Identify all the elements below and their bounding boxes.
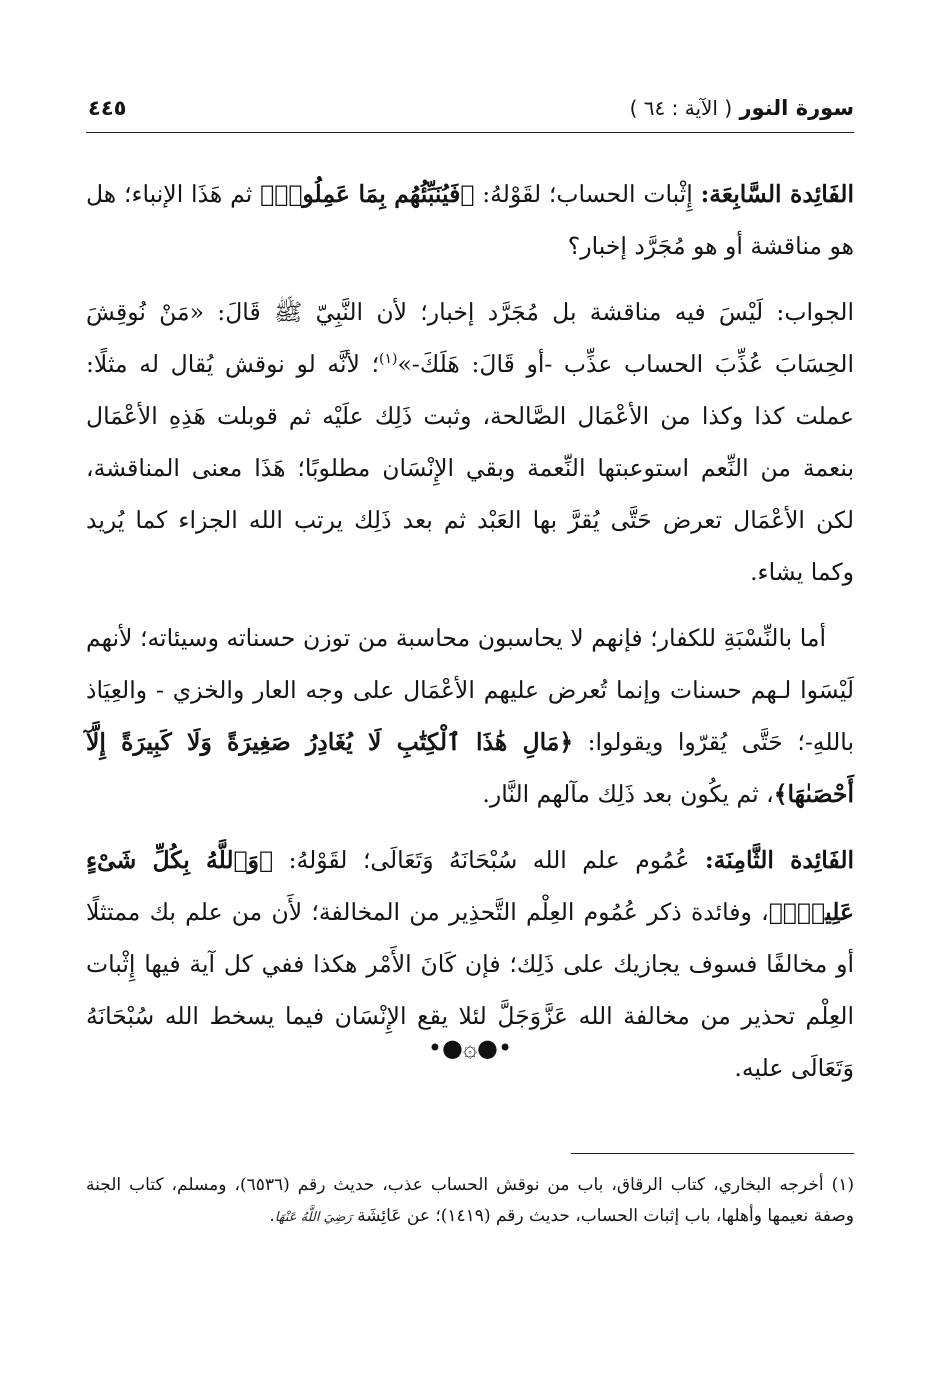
quran-quote: ﴿فَيُنَبِّئُهُم بِمَا عَمِلُوا۟﴾ xyxy=(260,180,475,208)
benefit-heading: الفَائِدة الثَّامِنَة: xyxy=(705,846,855,874)
paragraph-text: ثم هَذَا الإنباء؛ هل هو مناقشة أو هو مُجَرَّد إخبار؟ xyxy=(86,180,854,260)
paragraph-text: أما بالنِّسْبَةِ للكفار؛ فإنهم لا يحاسبون محاسبة من توزن حسناته وسيئاته؛ لأنهم لَيْسَوا لـهم حسنات وإنما تُعرض عليهم الأعْمَال على وجه العار والخزي - والعِيَاذ باللهِ-؛ حَتَّى يُقرّوا ويقولوا: xyxy=(86,624,854,756)
paragraph-text: إِثْبات الحساب؛ لقَوْلهُ: xyxy=(474,180,701,208)
ornament-divider: •●۞●• xyxy=(427,1034,513,1062)
footnote xyxy=(86,1170,854,1233)
header-divider xyxy=(86,132,854,133)
quran-quote: ﴿مَالِ هَٰذَا ٱلْكِتَٰبِ لَا يُغَادِرُ صَغِيرَةً وَلَا كَبِيرَةً إِلَّآ أَحْصَىٰهَا﴾ xyxy=(86,728,854,808)
paragraph-text: ؛ لأنَّه لو نوقش يُقال له مثلًا: عملت كذا وكذا من الأعْمَال الصَّالحة، وثبت ذَلِك علَيْه ثم قوبلت هَذِهِ الأعْمَال بنعمة من النِّعم استوعبتها النِّعمة وبقي الإِنْسَان مطلوبًا؛ هَذَا معنى المناقشة، لكن الأعْمَال تعرض حَتَّى يُقرَّ بها العَبْد ثم بعد ذَلِك يرتب الله الجزاء كما يُريد وكما يشاء. xyxy=(86,350,854,586)
footnote-text: (١) أخرجه البخاري، كتاب الرقاق، باب من نوقش الحساب عذب، حديث رقم (٦٥٣٦)، ومسلم، كتاب الجنة وصفة نعيمها وأهلها، باب إثبات الحساب، حديث رقم (١٤١٩)؛ عن عَائِشَة xyxy=(86,1175,854,1226)
paragraph-benefit-seven xyxy=(86,168,854,272)
verse-reference: ( الآية : ٦٤ ) xyxy=(629,96,733,120)
surah-title xyxy=(630,96,854,120)
running-header xyxy=(86,96,854,132)
benefit-heading: الفَائِدة السَّابِعَة: xyxy=(700,180,854,208)
quran-quote: ﴿وَٱللَّهُ بِكُلِّ شَىْءٍ عَلِيمٌۢ﴾ xyxy=(86,846,854,926)
main-text xyxy=(86,168,854,1094)
footnote-marker: (١) xyxy=(379,351,398,368)
paragraph-text: عُمُوم علم الله سُبْحَانَهُ وَتَعَالَى؛ لقَوْلهُ: xyxy=(273,846,705,874)
paragraph-disbelievers xyxy=(86,612,854,820)
paragraph-text: الجواب: لَيْسَ فيه مناقشة بل مُجَرَّد إخبار؛ لأن النَّبِيّ ﷺ قَالَ: «مَنْ نُوقِشَ الحِسَابَ عُذِّبَ الحساب عذِّب -أو قَالَ: هَلَكَ-» xyxy=(86,298,854,378)
footnote-end: . xyxy=(269,1206,275,1226)
honorific-seal: رَضِيَ اللَّهُ عَنْهَا xyxy=(274,1210,352,1225)
page-number: ٤٤٥ xyxy=(88,96,127,120)
paragraph-text: ، وفائدة ذكر عُمُوم العِلْم التَّحذِير من المخالفة؛ لأَن من علم بك ممتثلًا أو مخالفًا فسوف يجازيك على ذَلِك؛ فإن كَانَ الأَمْر هكذا ففي كل آية فيها إِثْبات العِلْم تحذير من مخالفة الله عَزَّوَجَلَّ لئلا يقع الإِنْسَان فيما يسخط الله سُبْحَانَهُ وَتَعَالَى عليه. xyxy=(86,898,854,1082)
surah-name: سورة النور xyxy=(739,96,854,120)
paragraph-answer xyxy=(86,286,854,598)
paragraph-text: ، ثم يكُون بعد ذَلِك مآلهم النَّار. xyxy=(482,780,774,808)
footnote-separator xyxy=(571,1153,854,1154)
